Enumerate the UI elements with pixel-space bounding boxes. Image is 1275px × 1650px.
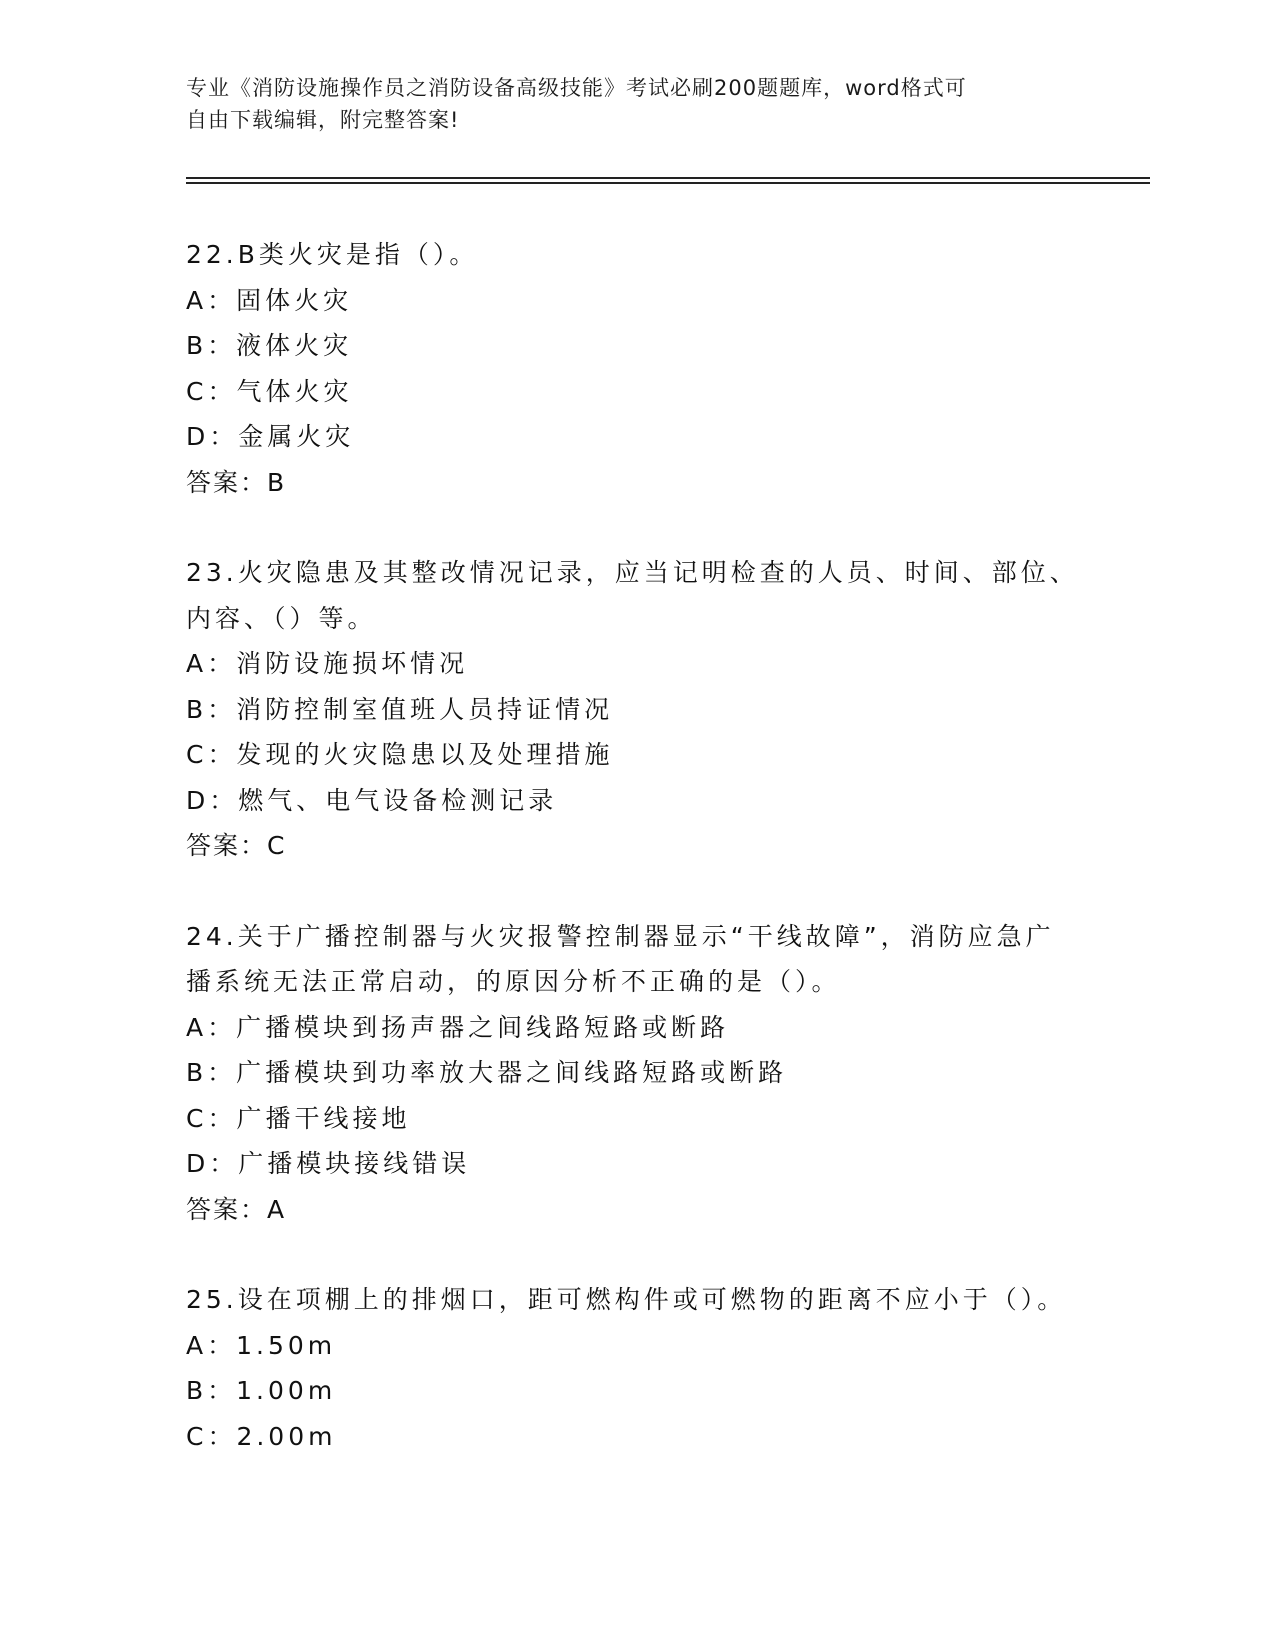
- option-c: C：2.00m: [186, 1421, 337, 1451]
- question-24: [186, 914, 1086, 1233]
- option-a: A：固体火灾: [186, 285, 353, 315]
- option-d: D：燃气、电气设备检测记录: [186, 785, 558, 815]
- header-line-1: 专业《消防设施操作员之消防设备高级技能》考试必刷200题题库，word格式可: [186, 76, 967, 100]
- option-a: A：消防设施损坏情况: [186, 649, 469, 678]
- header-rule-top: [186, 177, 1150, 179]
- answer-text: 答案：A: [186, 1194, 287, 1224]
- option-b: B：消防控制室值班人员持证情况: [186, 694, 614, 724]
- option-c: C：发现的火灾隐患以及处理措施: [186, 740, 614, 769]
- question-stem: 25.设在项棚上的排烟口，距可燃构件或可燃物的距离不应小于（）。: [186, 1285, 1067, 1314]
- option-d: D：广播模块接线错误: [186, 1149, 471, 1178]
- answer-text: 答案：B: [186, 467, 287, 497]
- option-b: B：液体火灾: [186, 331, 353, 360]
- question-stem: 22.B类火灾是指（）。: [186, 240, 479, 269]
- question-stem: 24.关于广播控制器与火灾报警控制器显示“干线故障”，消防应急广: [186, 921, 1055, 951]
- question-list: [186, 232, 1086, 1504]
- question-23: [186, 550, 1086, 869]
- question-stem-continued: 内容、（）等。: [186, 603, 377, 633]
- question-25: [186, 1277, 1086, 1459]
- question-22: [186, 232, 1086, 505]
- question-stem: 23.火灾隐患及其整改情况记录，应当记明检查的人员、时间、部位、: [186, 558, 1079, 587]
- option-c: C：气体火灾: [186, 376, 353, 406]
- document-header: [186, 72, 1066, 136]
- option-a: A：1.50m: [186, 1330, 337, 1360]
- header-line-2: 自由下载编辑，附完整答案!: [186, 108, 460, 132]
- option-a: A：广播模块到扬声器之间线路短路或断路: [186, 1012, 730, 1042]
- option-d: D：金属火灾: [186, 422, 355, 451]
- answer-text: 答案：C: [186, 831, 287, 860]
- option-b: B：1.00m: [186, 1376, 337, 1405]
- option-c: C：广播干线接地: [186, 1103, 411, 1133]
- option-b: B：广播模块到功率放大器之间线路短路或断路: [186, 1058, 788, 1087]
- header-rule-bottom: [186, 182, 1150, 184]
- question-stem-continued: 播系统无法正常启动，的原因分析不正确的是（）。: [186, 967, 841, 996]
